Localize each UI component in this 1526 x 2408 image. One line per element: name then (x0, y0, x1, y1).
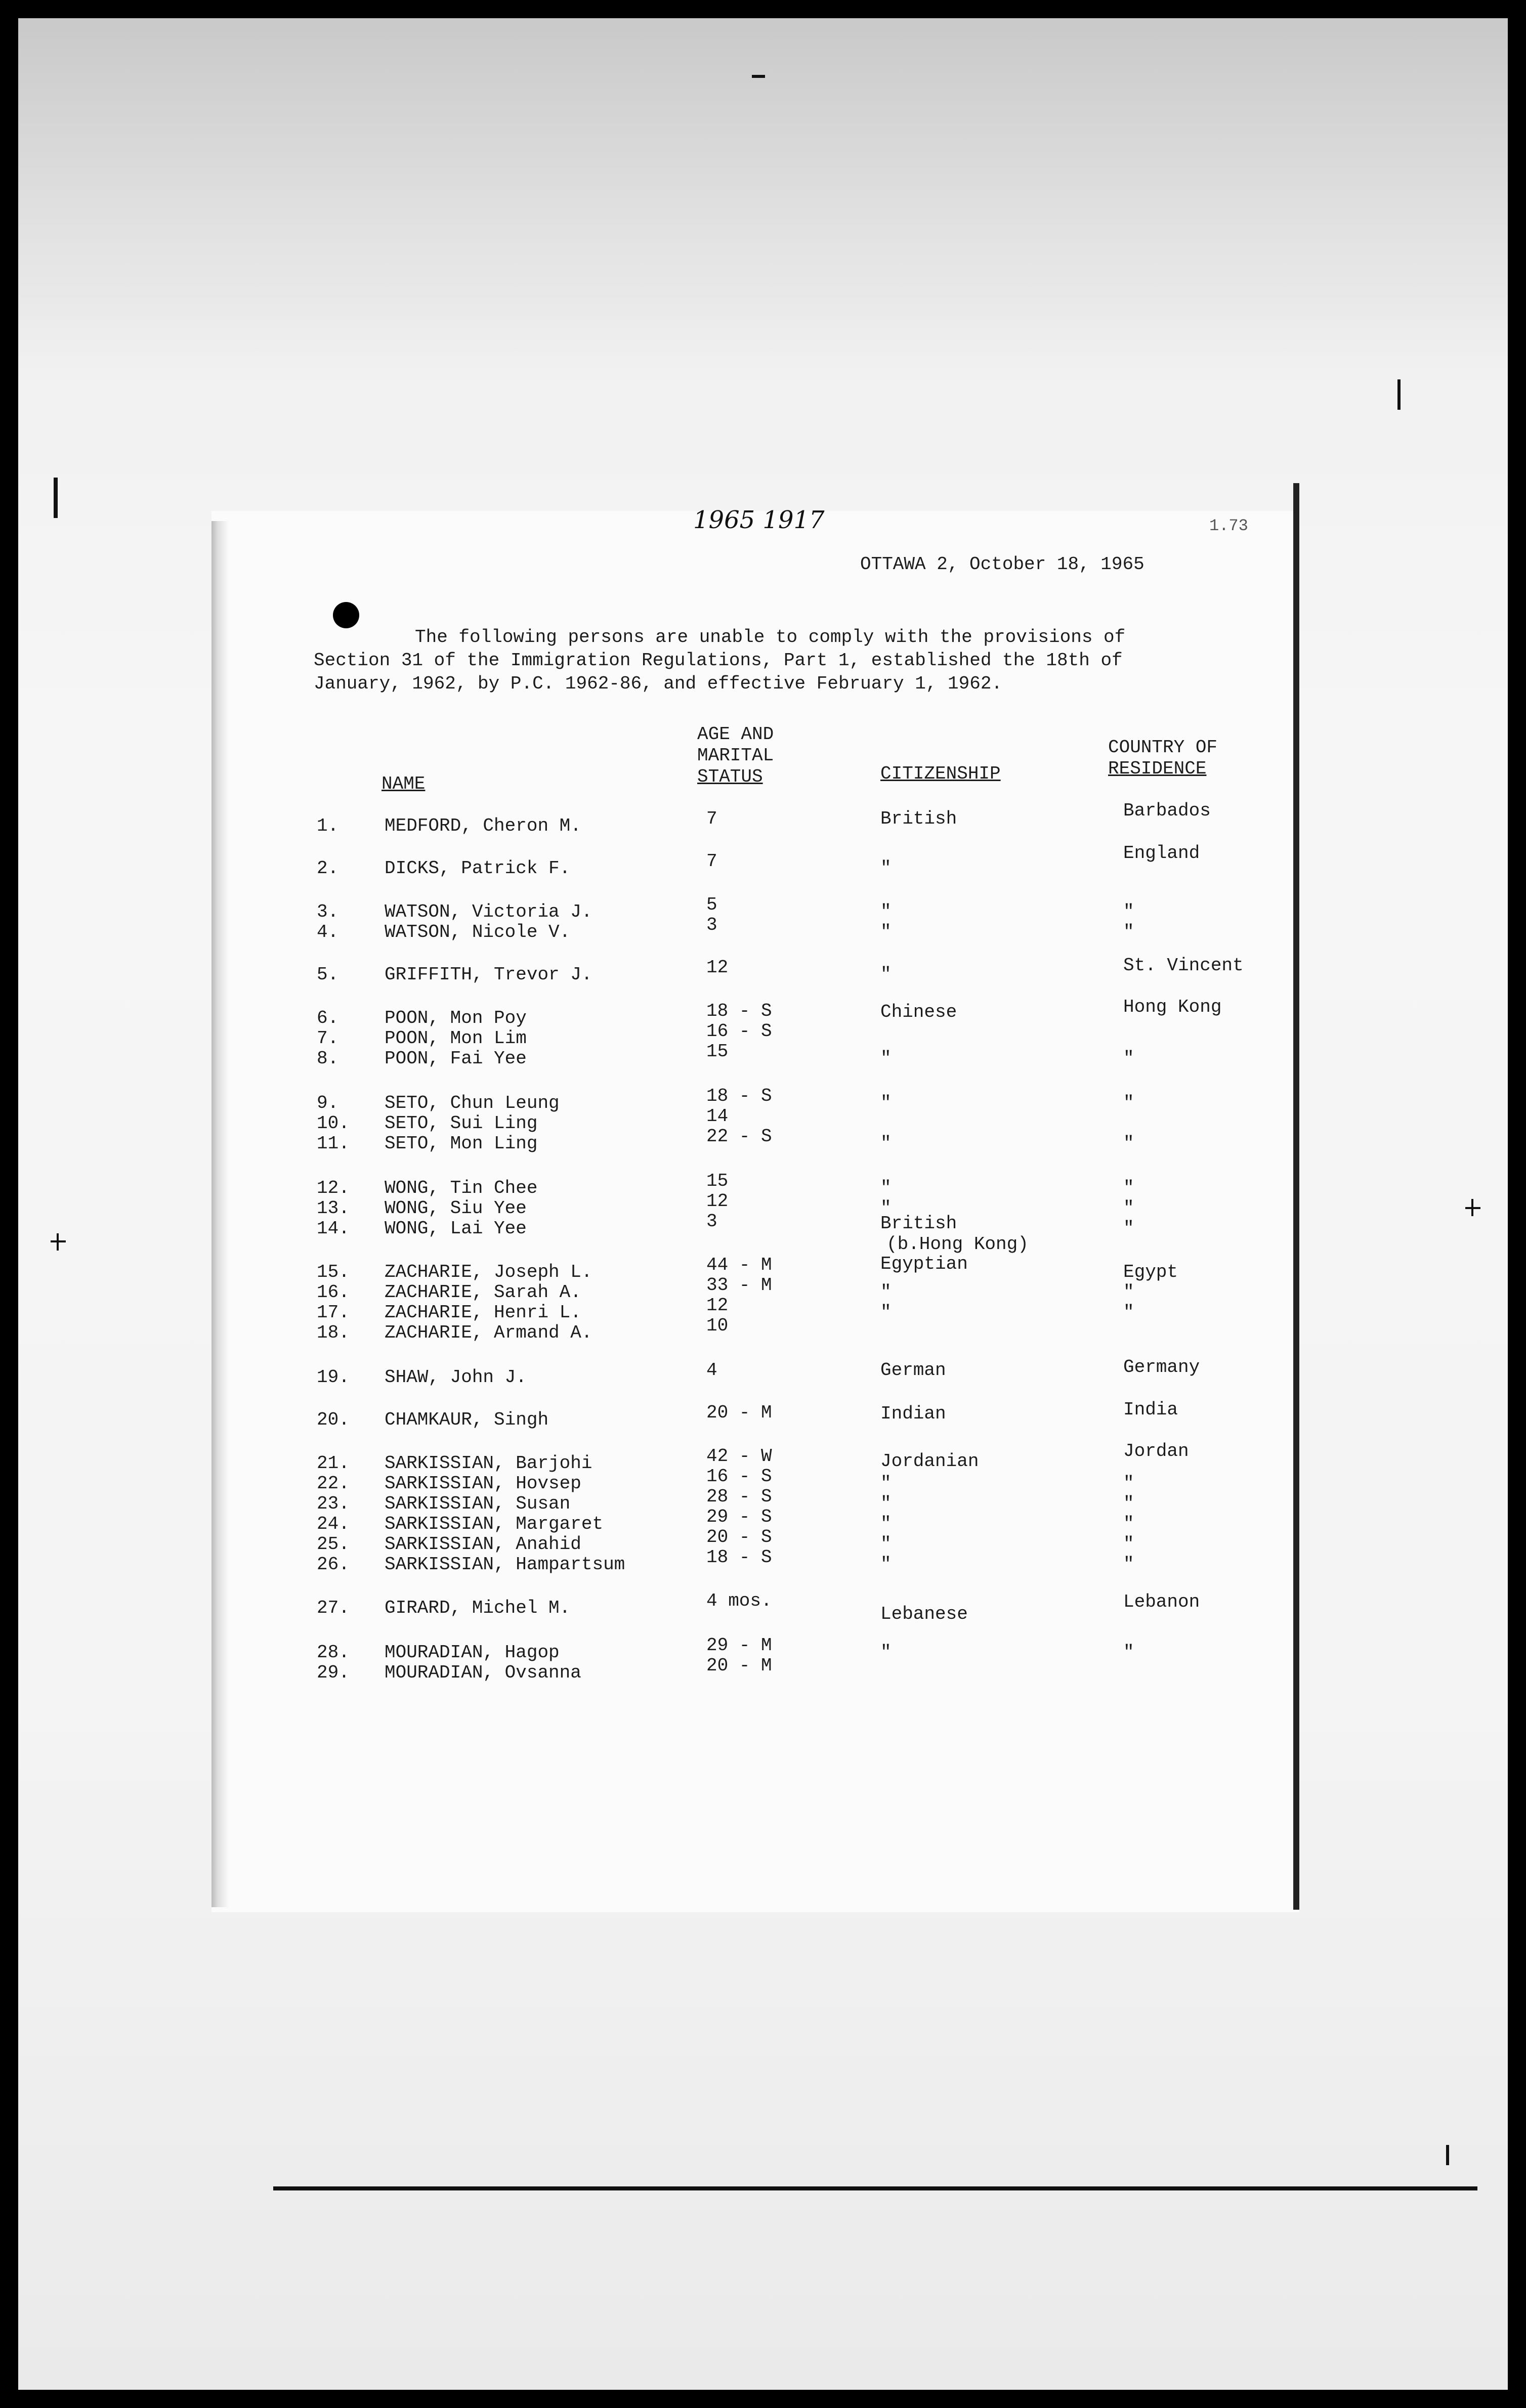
row-name: SHAW, John J. (385, 1367, 527, 1388)
header-name: NAME (382, 773, 426, 794)
row-citizenship: British (880, 808, 957, 829)
row-age-status: 29 - M (706, 1635, 772, 1656)
row-number: 4. (317, 922, 339, 942)
dateline: OTTAWA 2, October 18, 1965 (860, 554, 1144, 575)
microfilm-top-band (18, 18, 1508, 372)
row-name: CHAMKAUR, Singh (385, 1409, 549, 1430)
row-age-status: 15 (706, 1171, 729, 1191)
registration-cross-right-v (1471, 1199, 1473, 1216)
row-age-status: 18 - S (706, 1001, 772, 1021)
row-number: 14. (317, 1218, 350, 1239)
row-number: 27. (317, 1598, 350, 1618)
row-age-status: 12 (706, 957, 729, 978)
header-citizenship: CITIZENSHIP (880, 763, 1001, 784)
row-age-status: 44 - M (706, 1255, 772, 1275)
row-residence: " (1123, 1493, 1134, 1514)
bottom-right-tick (1446, 2145, 1449, 2165)
row-number: 18. (317, 1322, 350, 1343)
row-name: SARKISSIAN, Margaret (385, 1514, 604, 1534)
row-number: 9. (317, 1093, 339, 1113)
row-number: 6. (317, 1008, 339, 1028)
row-name: MEDFORD, Cheron M. (385, 815, 581, 836)
row-name: WONG, Siu Yee (385, 1198, 527, 1219)
row-residence: " (1123, 1302, 1134, 1323)
row-age-status: 18 - S (706, 1086, 772, 1106)
header-age-1: AGE AND (697, 724, 774, 745)
sheet-left-edge (211, 521, 229, 1907)
row-name: MOURADIAN, Ovsanna (385, 1662, 581, 1683)
row-age-status: 22 - S (706, 1126, 772, 1147)
row-residence: " (1123, 1178, 1134, 1198)
row-age-status: 18 - S (706, 1547, 772, 1568)
row-name: POON, Mon Poy (385, 1008, 527, 1028)
row-residence: Barbados (1123, 800, 1211, 821)
row-citizenship: " (880, 1302, 892, 1323)
row-age-status: 10 (706, 1315, 729, 1336)
row-number: 21. (317, 1453, 350, 1474)
row-name: SARKISSIAN, Hovsep (385, 1473, 581, 1494)
row-age-status: 14 (706, 1106, 729, 1127)
row-age-status: 20 - M (706, 1655, 772, 1676)
row-citizenship: Lebanese (880, 1604, 968, 1624)
header-residence-1: COUNTRY OF (1108, 737, 1218, 758)
row-name: GRIFFITH, Trevor J. (385, 964, 592, 985)
row-age-status: 42 - W (706, 1446, 772, 1467)
row-citizenship: " (880, 1282, 892, 1303)
edge-mark-right (1397, 379, 1401, 410)
row-citizenship: " (880, 964, 892, 985)
row-name: WATSON, Victoria J. (385, 901, 592, 922)
row-age-status: 29 - S (706, 1507, 772, 1527)
row-citizenship: " (880, 1554, 892, 1575)
row-number: 11. (317, 1133, 350, 1154)
row-number: 13. (317, 1198, 350, 1219)
header-age-2: MARITAL (697, 745, 774, 766)
row-residence: " (1123, 1514, 1134, 1534)
row-name: SETO, Mon Ling (385, 1133, 538, 1154)
row-citizenship: " (880, 1534, 892, 1555)
row-residence: Jordan (1123, 1441, 1189, 1461)
row-number: 25. (317, 1534, 350, 1555)
row-number: 23. (317, 1493, 350, 1514)
row-citizenship: German (880, 1360, 946, 1381)
row-name: SARKISSIAN, Hampartsum (385, 1554, 625, 1575)
row-age-status: 15 (706, 1041, 729, 1062)
row-citizenship: " (880, 1048, 892, 1069)
row-age-status: 33 - M (706, 1275, 772, 1296)
row-name: DICKS, Patrick F. (385, 858, 571, 879)
hong-kong-note: (b.Hong Kong) (886, 1234, 1029, 1255)
row-residence: " (1123, 1198, 1134, 1219)
row-number: 3. (317, 901, 339, 922)
row-number: 29. (317, 1662, 350, 1683)
row-name: MOURADIAN, Hagop (385, 1642, 560, 1663)
row-age-status: 20 - M (706, 1402, 772, 1423)
row-citizenship: " (880, 922, 892, 942)
row-residence: Egypt (1123, 1262, 1178, 1282)
row-citizenship: Egyptian (880, 1254, 968, 1274)
row-citizenship: " (880, 1493, 892, 1514)
row-citizenship: Chinese (880, 1002, 957, 1022)
row-citizenship: " (880, 1473, 892, 1494)
row-number: 22. (317, 1473, 350, 1494)
row-number: 10. (317, 1113, 350, 1134)
row-age-status: 3 (706, 1211, 717, 1232)
row-age-status: 12 (706, 1191, 729, 1212)
row-number: 8. (317, 1048, 339, 1069)
registration-cross-left-v (57, 1233, 59, 1251)
row-citizenship: British (880, 1213, 957, 1234)
row-number: 15. (317, 1262, 350, 1282)
row-age-status: 5 (706, 894, 717, 915)
row-name: GIRARD, Michel M. (385, 1598, 571, 1618)
row-number: 17. (317, 1302, 350, 1323)
row-residence: India (1123, 1399, 1178, 1420)
row-residence: " (1123, 1093, 1134, 1113)
row-name: ZACHARIE, Joseph L. (385, 1262, 592, 1282)
row-residence: " (1123, 1282, 1134, 1303)
row-residence: St. Vincent (1123, 955, 1244, 976)
row-name: SARKISSIAN, Susan (385, 1493, 571, 1514)
row-age-status: 4 (706, 1360, 717, 1381)
row-number: 5. (317, 964, 339, 985)
row-residence: Lebanon (1123, 1592, 1200, 1612)
row-age-status: 16 - S (706, 1466, 772, 1487)
row-name: WONG, Tin Chee (385, 1178, 538, 1198)
row-residence: " (1123, 922, 1134, 942)
edge-mark-left (54, 478, 58, 518)
row-residence: " (1123, 1473, 1134, 1494)
row-number: 7. (317, 1028, 339, 1049)
row-number: 28. (317, 1642, 350, 1663)
row-name: ZACHARIE, Armand A. (385, 1322, 592, 1343)
row-citizenship: " (880, 1133, 892, 1154)
document-sheet (211, 511, 1299, 1912)
row-number: 1. (317, 815, 339, 836)
row-residence: " (1123, 1534, 1134, 1555)
row-residence: " (1123, 1554, 1134, 1575)
row-number: 20. (317, 1409, 350, 1430)
row-residence: " (1123, 1642, 1134, 1663)
row-age-status: 20 - S (706, 1527, 772, 1547)
row-name: WATSON, Nicole V. (385, 922, 571, 942)
row-name: POON, Mon Lim (385, 1028, 527, 1049)
header-age-3: STATUS (697, 766, 763, 787)
row-residence: England (1123, 843, 1200, 864)
row-age-status: 7 (706, 851, 717, 872)
row-residence: " (1123, 1133, 1134, 1154)
row-residence: " (1123, 1048, 1134, 1069)
row-citizenship: Jordanian (880, 1451, 979, 1472)
row-number: 12. (317, 1178, 350, 1198)
row-name: POON, Fai Yee (385, 1048, 527, 1069)
row-citizenship: " (880, 1514, 892, 1534)
punch-hole (333, 602, 359, 628)
row-age-status: 16 - S (706, 1021, 772, 1042)
row-name: SARKISSIAN, Anahid (385, 1534, 581, 1555)
row-name: ZACHARIE, Sarah A. (385, 1282, 581, 1303)
row-name: ZACHARIE, Henri L. (385, 1302, 581, 1323)
row-number: 24. (317, 1514, 350, 1534)
top-tick (752, 75, 765, 78)
intro-line-2: Section 31 of the Immigration Regulations, Part 1, established the 18th of (314, 650, 1123, 671)
row-name: SARKISSIAN, Barjohi (385, 1453, 592, 1474)
row-number: 19. (317, 1367, 350, 1388)
row-number: 16. (317, 1282, 350, 1303)
row-citizenship: Indian (880, 1403, 946, 1424)
intro-line-1: The following persons are unable to comply with the provisions of (415, 627, 1126, 648)
sheet-right-edge (1293, 483, 1299, 1910)
row-citizenship: " (880, 1642, 892, 1663)
row-residence: " (1123, 1218, 1134, 1239)
row-citizenship: " (880, 858, 892, 879)
row-citizenship: " (880, 1198, 892, 1219)
intro-line-3: January, 1962, by P.C. 1962-86, and effective February 1, 1962. (314, 673, 1003, 694)
row-name: SETO, Sui Ling (385, 1113, 538, 1134)
row-residence: Germany (1123, 1357, 1200, 1378)
row-residence: " (1123, 901, 1134, 922)
row-citizenship: " (880, 1093, 892, 1113)
corner-note: 1.73 (1209, 517, 1248, 535)
row-number: 2. (317, 858, 339, 879)
row-residence: Hong Kong (1123, 997, 1222, 1017)
row-citizenship: " (880, 1178, 892, 1198)
row-name: SETO, Chun Leung (385, 1093, 560, 1113)
row-age-status: 3 (706, 915, 717, 935)
handwritten-reference: 1965 1917 (693, 506, 825, 534)
bottom-rule (273, 2186, 1477, 2190)
row-citizenship: " (880, 901, 892, 922)
row-age-status: 12 (706, 1295, 729, 1316)
row-number: 26. (317, 1554, 350, 1575)
header-residence-2: RESIDENCE (1108, 758, 1207, 779)
row-age-status: 7 (706, 808, 717, 829)
row-age-status: 28 - S (706, 1486, 772, 1507)
row-name: WONG, Lai Yee (385, 1218, 527, 1239)
row-age-status: 4 mos. (706, 1590, 772, 1611)
